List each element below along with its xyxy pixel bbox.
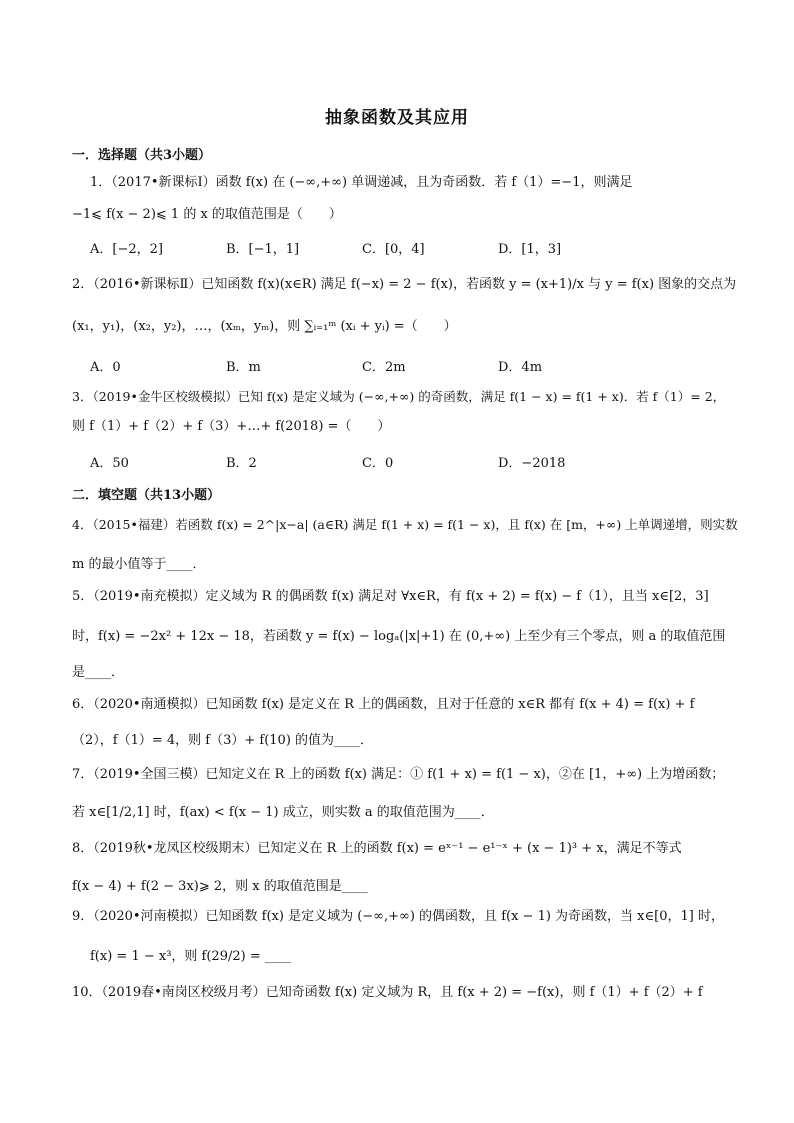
question-6-line-2: （2），f（1）= 4，则 f（3）+ f(10) 的值为____． bbox=[72, 733, 374, 748]
question-3-options bbox=[90, 452, 650, 470]
question-1-option-d: D．[1，3] bbox=[498, 242, 562, 257]
question-3-option-b: B．2 bbox=[226, 456, 257, 471]
question-7-line-1: 7．（2019•全国三模）已知定义在 R 上的函数 f(x) 满足：① f(1 + x) = f(1 − x)，②在 [1，+∞) 上为增函数； bbox=[72, 767, 725, 782]
question-2-line-2: (x₁，y₁)，(x₂，y₂)，…，(xₘ，yₘ)，则 ∑ᵢ₌₁ᵐ (xᵢ + yᵢ) =（ ） bbox=[72, 319, 457, 334]
question-3-line-2: 则 f（1）+ f（2）+ f（3）+…+ f(2018) =（ ） bbox=[72, 419, 391, 434]
section-heading-choice: 一．选择题（共3小题） bbox=[72, 148, 212, 163]
question-8-line-2: f(x − 4) + f(2 − 3x)⩾ 2，则 x 的取值范围是____ bbox=[72, 879, 368, 894]
question-3-option-a: A．50 bbox=[90, 456, 129, 471]
question-2-option-c: C．2m bbox=[362, 360, 406, 375]
question-2-options bbox=[90, 356, 650, 374]
section-heading-fill: 二．填空题（共13小题） bbox=[72, 488, 221, 503]
question-1-line-1: 1．（2017•新课标Ⅰ）函数 f(x) 在 (−∞,+∞) 单调递减，且为奇函数．若 f（1）=−1，则满足 bbox=[90, 175, 633, 190]
question-9-line-2: f(x) = 1 − x³，则 f(29/2) = ____ bbox=[90, 949, 291, 964]
question-5-line-1: 5．（2019•南充模拟）定义域为 R 的偶函数 f(x) 满足对 ∀x∈R，有 f(x + 2) = f(x) − f（1），且当 x∈[2，3] bbox=[72, 589, 709, 604]
question-5-line-3: 是____． bbox=[72, 665, 125, 680]
question-2-option-d: D．4m bbox=[498, 360, 543, 375]
question-4-line-1: 4．（2015•福建）若函数 f(x) = 2^|x−a| (a∈R) 满足 f(1 + x) = f(1 − x)，且 f(x) 在 [m，+∞) 上单调递增，则实数 bbox=[72, 517, 738, 532]
question-1-option-c: C．[0，4] bbox=[362, 242, 425, 257]
question-10-line-1: 10．（2019春•南岗区校级月考）已知奇函数 f(x) 定义域为 R，且 f(x + 2) = −f(x)，则 f（1）+ f（2）+ f bbox=[72, 985, 703, 1000]
question-3-line-1: 3．（2019•金牛区校级模拟）已知 f(x) 是定义域为 (−∞,+∞) 的奇函数，满足 f(1 − x) = f(1 + x)．若 f（1）= 2， bbox=[72, 389, 726, 404]
page-title: 抽象函数及其应用 bbox=[325, 108, 469, 128]
question-1-option-b: B．[−1，1] bbox=[226, 242, 300, 257]
question-4-line-2: m 的最小值等于____． bbox=[72, 557, 206, 572]
question-1-option-a: A．[−2，2] bbox=[90, 242, 163, 257]
question-3-option-d: D．−2018 bbox=[498, 456, 566, 471]
question-2-line-1: 2．（2016•新课标Ⅱ）已知函数 f(x)(x∈R) 满足 f(−x) = 2 − f(x)，若函数 y = (x+1)/x 与 y = f(x) 图象的交点为 bbox=[72, 277, 737, 292]
question-6-line-1: 6．（2020•南通模拟）已知函数 f(x) 是定义在 R 上的偶函数，且对于任意的 x∈R 都有 f(x + 4) = f(x) + f bbox=[72, 697, 695, 712]
question-8-line-1: 8．（2019秋•龙凤区校级期末）已知定义在 R 上的函数 f(x) = eˣ⁻¹ − e¹⁻ˣ + (x − 1)³ + x，满足不等式 bbox=[72, 841, 682, 856]
question-9-line-1: 9．（2020•河南模拟）已知函数 f(x) 是定义域为 (−∞,+∞) 的偶函数，且 f(x − 1) 为奇函数，当 x∈[0，1] 时， bbox=[72, 909, 724, 924]
question-7-line-2: 若 x∈[1/2,1] 时，f(ax) < f(x − 1) 成立，则实数 a 的取值范围为____． bbox=[72, 805, 494, 820]
question-3-option-c: C．0 bbox=[362, 456, 394, 471]
question-1-options bbox=[90, 238, 650, 256]
question-5-line-2: 时，f(x) = −2x² + 12x − 18，若函数 y = f(x) − logₐ(|x|+1) 在 (0,+∞) 上至少有三个零点，则 a 的取值范围 bbox=[72, 629, 726, 644]
question-2-option-a: A．0 bbox=[90, 360, 121, 375]
question-1-line-2: −1⩽ f(x − 2)⩽ 1 的 x 的取值范围是（ ） bbox=[72, 207, 342, 222]
question-2-option-b: B．m bbox=[226, 360, 261, 375]
